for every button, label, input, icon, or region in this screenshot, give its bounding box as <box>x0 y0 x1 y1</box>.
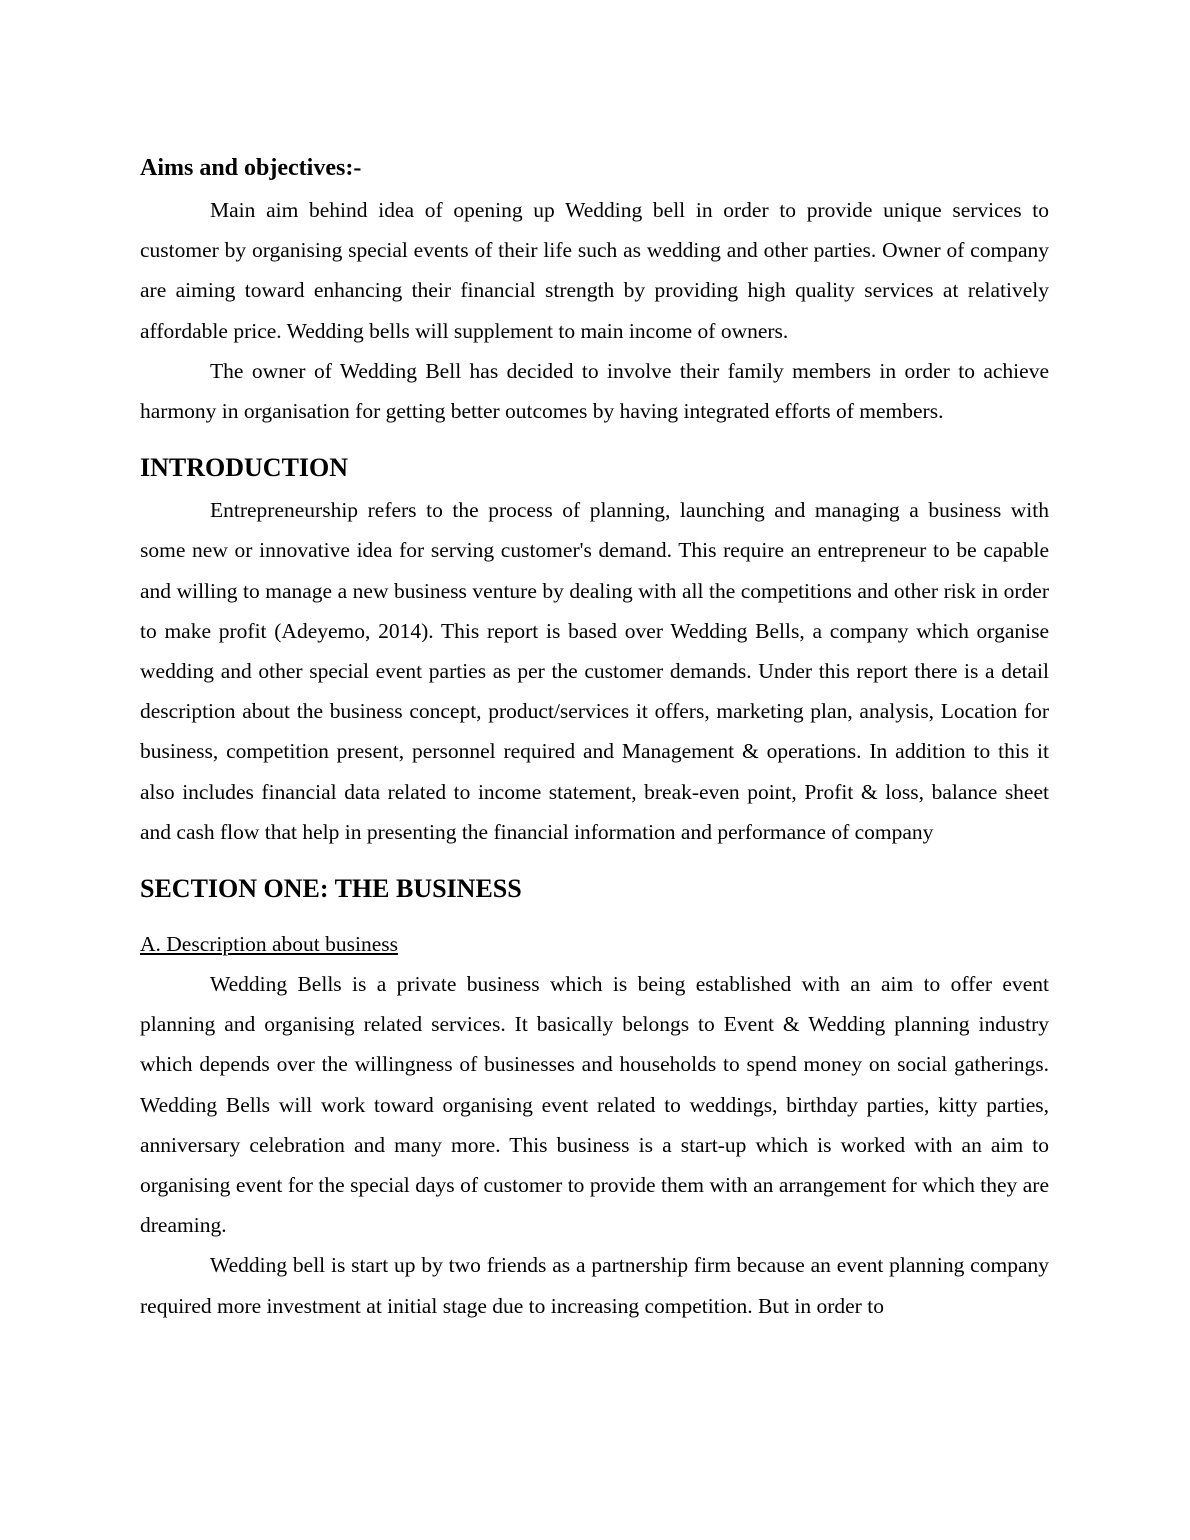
introduction-paragraph: Entrepreneurship refers to the process of planning, launching and managing a business with some new or innovative idea for serving customer's demand. This require an entrepreneur to be capable and willing to manage a new business venture by dealing with all the competitions and other risk in order to make profit (Adeyemo, 2014). This report is based over Wedding Bells, a company which organise wedding and other special event parties as per the customer demands. Under this report there is a detail description about the business concept, product/services it offers, marketing plan, analysis, Location for business, competition present, personnel required and Management & operations. In addition to this it also includes financial data related to income statement, break-even point, Profit & loss, balance sheet and cash flow that help in presenting the financial information and performance of company <box>140 498 1049 844</box>
description-subheading: A. Description about business <box>140 932 398 957</box>
business-paragraph-2: Wedding bell is start up by two friends as a partnership firm because an event planning company required more investment at initial stage due to increasing competition. But in order to <box>140 1253 1049 1318</box>
aims-paragraph-2: The owner of Wedding Bell has decided to involve their family members in order to achieve harmony in organisation for getting better outcomes by having integrated efforts of members. <box>140 358 1049 424</box>
aims-heading: Aims and objectives:- <box>140 155 362 181</box>
document-page <box>140 148 1049 1326</box>
aims-paragraph-1: Main aim behind idea of opening up Wedding bell in order to provide unique services to customer by organising special events of their life such as wedding and other parties. Owner of company are aiming toward enhancing their financial strength by providing high quality services at relatively affordable price. Wedding bells will supplement to main income of owners. <box>140 198 1049 343</box>
section-one-heading: SECTION ONE: THE BUSINESS <box>140 874 522 904</box>
introduction-heading: INTRODUCTION <box>140 453 349 483</box>
business-paragraph-1: Wedding Bells is a private business which is being established with an aim to offer event planning and organising related services. It basically belongs to Event & Wedding planning industry which depends over the willingness of businesses and households to spend money on social gatherings. Wedding Bells will work toward organising event related to weddings, birthday parties, kitty parties, anniversary celebration and many more. This business is a start-up which is worked with an aim to organising event for the special days of customer to provide them with an arrangement for which they are dreaming. <box>140 972 1049 1238</box>
